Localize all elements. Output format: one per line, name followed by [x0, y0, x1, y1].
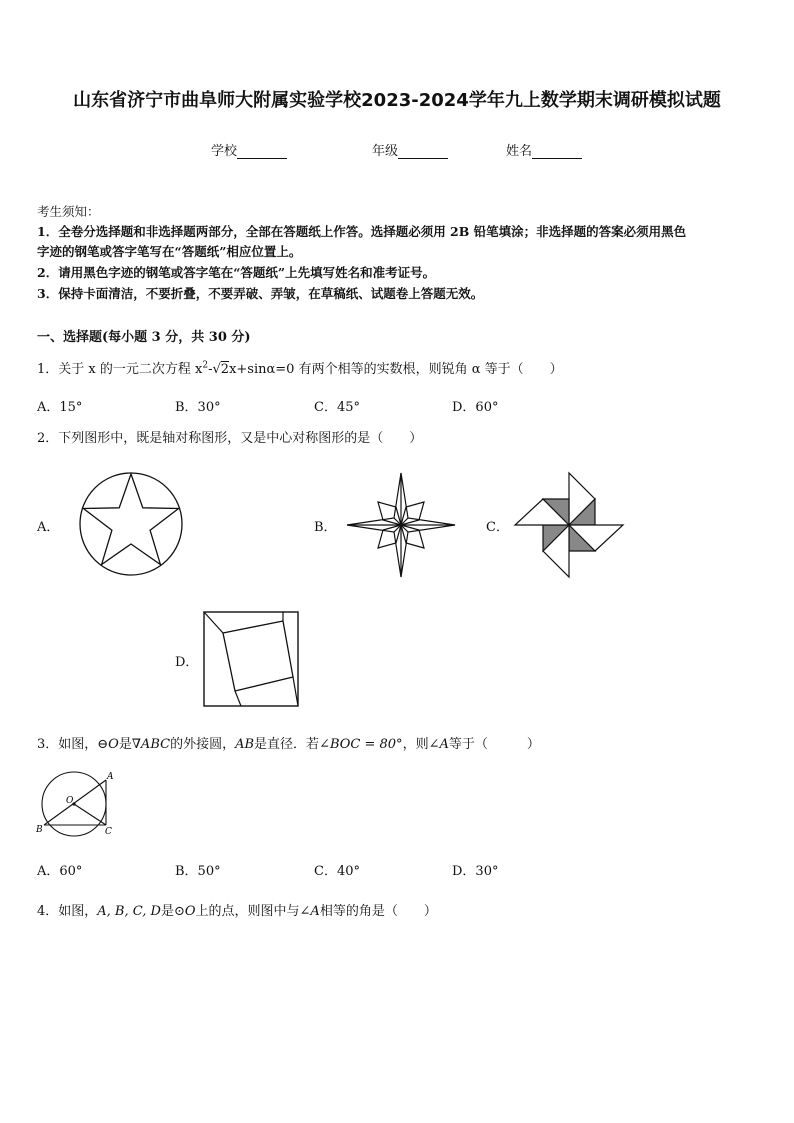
q3-angle-boc: ∠BOC = 80° [319, 737, 403, 752]
q3-option-d: D．30° [452, 864, 499, 879]
pinwheel-figure [513, 471, 625, 579]
school-blank [237, 144, 287, 159]
notice-heading: 考生须知： [37, 204, 100, 219]
grade-blank [398, 144, 448, 159]
school-field [211, 140, 287, 159]
q3-stem-e: ，则 [402, 737, 429, 752]
notice-item: 字迹的钢笔或答字笔写在“答题纸”相应位置上。 [37, 244, 302, 259]
q3-stem-f: 等于（ ） [448, 737, 540, 752]
q3-stem-b: 是 [118, 737, 132, 752]
section-heading: 一、选择题(每小题 3 分，共 30 分) [37, 330, 251, 345]
compass-star-figure [345, 471, 457, 579]
circumcircle-figure [36, 770, 120, 838]
q2-label-c: C． [486, 520, 509, 535]
star-in-circle-figure [78, 471, 184, 577]
name-field [506, 140, 582, 159]
name-label: 姓名 [506, 144, 533, 159]
q1-option-d: D．60° [452, 400, 499, 415]
question-4 [37, 900, 437, 919]
q4-circle: ⊙O [173, 904, 196, 919]
grade-field [372, 140, 448, 159]
q4-stem-b: 是 [160, 904, 174, 919]
q3-option-b: B．50° [175, 864, 221, 879]
q3-stem-d: 是直径．若 [254, 737, 320, 752]
q1-option-b: B．30° [175, 400, 221, 415]
q3-option-a: A．60° [37, 864, 83, 879]
q3-stem-c: 的外接圆， [170, 737, 236, 752]
q4-stem-c: 上的点，则图中与 [195, 904, 300, 919]
fig-label-o: O [66, 796, 74, 806]
q2-label-a: A． [37, 520, 60, 535]
fig-label-b: B [36, 825, 43, 835]
notice-item: 1．全卷分选择题和非选择题两部分，全部在答题纸上作答。选择题必须用 2B 铅笔填涂；非选择题的答案必须用黑色 [37, 224, 687, 239]
name-blank [532, 144, 582, 159]
q1-option-c: C．45° [314, 400, 360, 415]
q3-option-c: C．40° [314, 864, 360, 879]
q2-label-b: B． [314, 520, 337, 535]
fig-label-a: A [107, 772, 114, 782]
school-label: 学校 [211, 144, 238, 159]
q3-stem-a: 3．如图， [37, 737, 98, 752]
q2-label-d: D． [175, 655, 199, 670]
grade-label: 年级 [372, 144, 399, 159]
question-1 [37, 358, 563, 377]
q4-points: A, B, C, D [97, 904, 161, 919]
q1-exponent: 2 [202, 360, 209, 371]
q1-stem-a: 1．关于 x 的一元二次方程 x [37, 362, 203, 377]
q1-stem-c: x+sinα=0 有两个相等的实数根，则锐角 α 等于（ ） [229, 362, 563, 377]
q4-stem-a: 4．如图， [37, 904, 98, 919]
notice-item: 2．请用黑色字迹的钢笔或答字笔在“答题纸”上先填写姓名和准考证号。 [37, 265, 436, 280]
square-in-square-figure [203, 611, 299, 707]
q3-angle-a: ∠A [428, 737, 449, 752]
q3-ab: AB [235, 737, 255, 752]
q3-triangle: ∇ABC [131, 737, 171, 752]
q1-stem-b: - [208, 362, 213, 377]
q4-stem-d: 相等的角是（ ） [319, 904, 437, 919]
exam-title: 山东省济宁市曲阜师大附属实验学校2023-2024学年九上数学期末调研模拟试题 [73, 90, 721, 111]
notice-item: 3．保持卡面清洁，不要折叠，不要弄破、弄皱，在草稿纸、试题卷上答题无效。 [37, 286, 484, 301]
q4-angle: ∠A [299, 904, 320, 919]
question-3 [37, 733, 540, 752]
question-2: 2．下列图形中，既是轴对称图形，又是中心对称图形的是（ ） [37, 431, 423, 446]
q1-sqrt: √2 [212, 362, 230, 377]
fig-label-c: C [105, 827, 112, 837]
q1-option-a: A．15° [37, 400, 83, 415]
q3-circle-o: ⊖O [97, 737, 119, 752]
